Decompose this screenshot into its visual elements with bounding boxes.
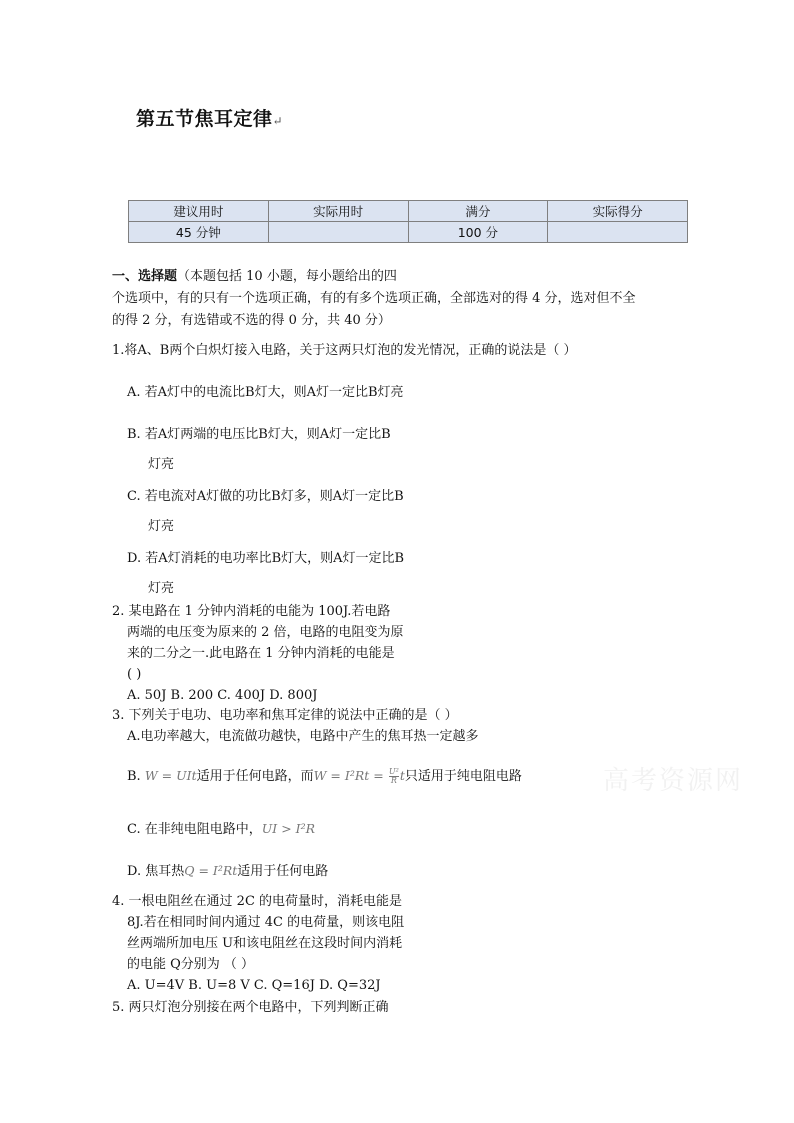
question-3-option-b (127, 765, 522, 787)
page-title (136, 104, 283, 131)
header-cell-full-score: 满分 (408, 201, 548, 222)
question-1-option-d-cont: 灯亮 (148, 581, 175, 596)
option-d-text-tail: 适用于任何电路 (237, 864, 329, 879)
question-4-line3: 丝两端所加电压 U和该电阻丝在这段时间内消耗 (127, 936, 403, 951)
formula-ui-gt-i2r: UI > I²R (261, 821, 316, 836)
formula-w-i2rt: W = I²Rt = (313, 768, 384, 783)
question-1-option-c: C. 若电流对A灯做的功比B灯多，则A灯一定比B (127, 489, 404, 504)
header-cell-suggested-time: 建议用时 (129, 201, 269, 222)
question-1-option-d: D. 若A灯消耗的电功率比B灯大，则A灯一定比B (127, 551, 405, 566)
question-5-line1: 5. 两只灯泡分别接在两个电路中，下列判断正确 (112, 1000, 389, 1015)
question-2-line4: ( ) (127, 667, 142, 682)
question-4-options: A. U=4V B. U=8 V C. Q=16J D. Q=32J (127, 978, 381, 993)
value-cell-actual-time (268, 222, 408, 243)
fraction-denominator: R (390, 776, 397, 785)
formula-t: t (399, 768, 405, 783)
watermark: 高考资源网 (603, 766, 744, 796)
question-2-line2: 两端的电压变为原来的 2 倍，电路的电阻变为原 (127, 625, 404, 640)
fraction-u2-over-r (389, 768, 399, 785)
option-d-text: D. 焦耳热 (127, 864, 185, 879)
question-3-option-a: A.电功率越大，电流做功越快，电路中产生的焦耳热一定越多 (127, 729, 479, 744)
section-instructions-line3: 的得 2 分，有选错或不选的得 0 分，共 40 分） (112, 313, 391, 328)
fraction-numerator: U² (388, 767, 399, 776)
table-value-row (129, 222, 688, 243)
header-cell-actual-score: 实际得分 (548, 201, 688, 222)
option-b-label: B. (127, 769, 141, 784)
value-cell-actual-score (548, 222, 688, 243)
option-b-text: 适用于任何电路，而 (196, 769, 314, 784)
question-1-option-a: A. 若A灯中的电流比B灯大，则A灯一定比B灯亮 (127, 385, 404, 400)
question-2-options: A. 50J B. 200 C. 400J D. 800J (127, 688, 318, 703)
question-3-option-d (127, 860, 328, 882)
option-c-text: C. 在非纯电阻电路中， (127, 822, 262, 837)
title-text: 第五节焦耳定律 (136, 108, 273, 130)
table-header-row (129, 201, 688, 222)
formula-q-i2rt: Q = I²Rt (184, 863, 238, 878)
question-4-line4: 的电能 Q分别为 （ ） (127, 957, 255, 972)
question-2-line3: 来的二分之一.此电路在 1 分钟内消耗的电能是 (127, 646, 395, 661)
section-instructions-text: （本题包括 10 小题，每小题给出的四 (177, 269, 397, 284)
section-instructions-line1 (112, 266, 397, 287)
header-cell-actual-time: 实际用时 (268, 201, 408, 222)
option-b-text-tail: 只适用于纯电阻电路 (404, 769, 522, 784)
question-4-line2: 8J.若在相同时间内通过 4C 的电荷量，则该电阻 (127, 915, 405, 930)
section-heading: 一、选择题 (112, 269, 178, 284)
question-1-option-c-cont: 灯亮 (148, 519, 175, 534)
question-3-stem: 3. 下列关于电功、电功率和焦耳定律的说法中正确的是（ ） (112, 708, 458, 723)
question-2-line1: 2. 某电路在 1 分钟内消耗的电能为 100J.若电路 (112, 604, 391, 619)
question-4-line1: 4. 一根电阻丝在通过 2C 的电荷量时，消耗电能是 (112, 894, 403, 909)
question-3-option-c (127, 818, 315, 840)
formula-w-uit: W = UIt (144, 768, 197, 783)
value-cell-suggested-time: 45 分钟 (129, 222, 269, 243)
question-1-option-b: B. 若A灯两端的电压比B灯大，则A灯一定比B (127, 427, 391, 442)
paragraph-mark: ↵ (272, 114, 284, 128)
question-1-stem: 1.将A、B两个白炽灯接入电路，关于这两只灯泡的发光情况，正确的说法是（ ） (112, 343, 577, 358)
question-1-option-b-cont: 灯亮 (148, 457, 175, 472)
section-instructions-line2: 个选项中，有的只有一个选项正确，有的有多个选项正确，全部选对的得 4 分，选对但不全 (112, 291, 636, 306)
time-score-table (128, 200, 688, 243)
value-cell-full-score: 100 分 (408, 222, 548, 243)
